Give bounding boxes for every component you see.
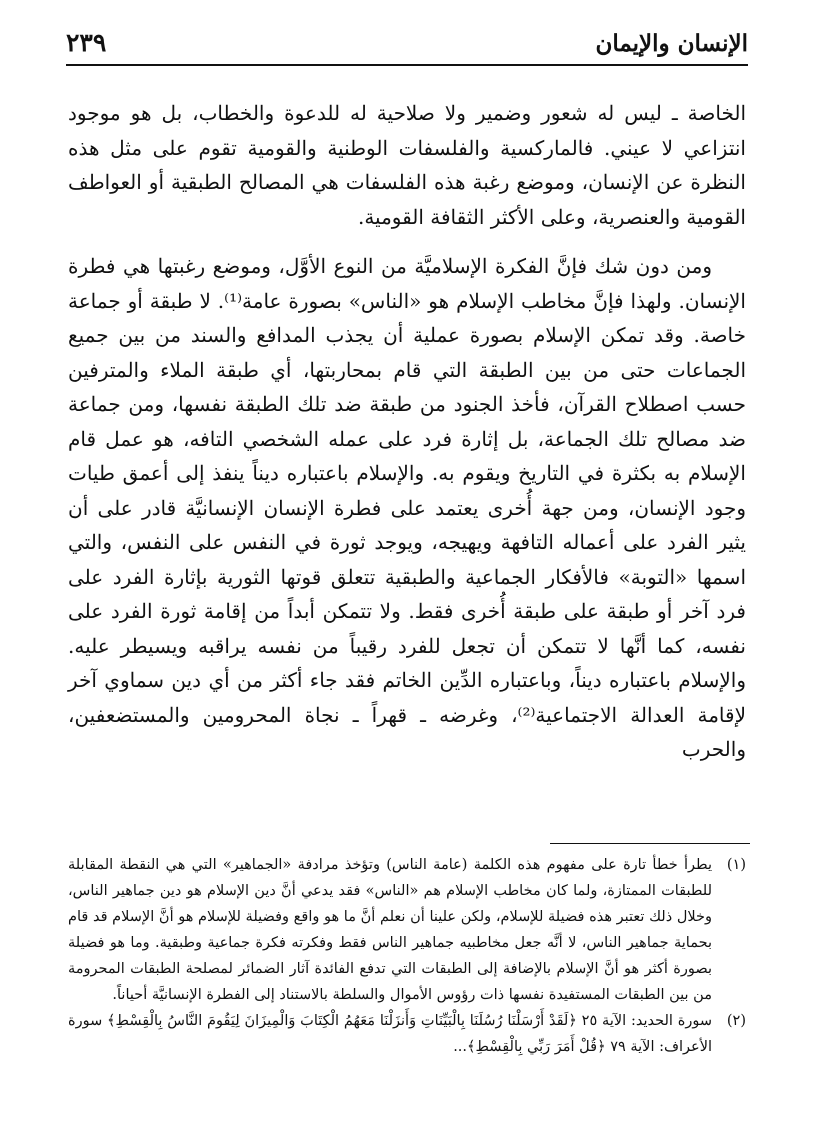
- running-title: الإنسان والإيمان: [595, 30, 748, 57]
- footnote-number: (٢): [726, 1013, 746, 1029]
- footnote: [68, 852, 746, 1008]
- header-rule: [66, 64, 748, 66]
- footnotes: [68, 852, 746, 1060]
- footnote: [68, 1008, 746, 1060]
- footnote-separator: [550, 843, 750, 844]
- paragraph: الخاصة ـ ليس له شعور وضمير ولا صلاحية له للدعوة والخطاب، بل هو موجود انتزاعي لا عيني. فالماركسية والفلسفات الوطنية والقومية تقوم على مثل هذه النظرة عن الإنسان، وموضع رغبة هذه الفلسفات هي المصالح الطبقية أو العواطف القومية والعنصرية، وعلى الأكثر الثقافة القومية.: [68, 101, 746, 229]
- paragraph: ومن دون شك فإنَّ الفكرة الإسلاميَّة من النوع الأوَّل، وموضع رغبتها هي فطرة الإنسان. ولهذا فإنَّ مخاطب الإسلام هو «الناس» بصورة عامة⁽¹⁾. لا طبقة أو جماعة خاصة. وقد تمكن الإسلام بصورة عملية أن يجذب المدافع والسند من بين جميع الجماعات حتى من بين الطبقة التي قام بمحاربتها، أي طبقة الملاء والمترفين حسب اصطلاح القرآن، فأخذ الجنود من طبقة ضد تلك الطبقة نفسها، ومن جماعة ضد مصالح تلك الجماعة، بل إثارة فرد على عمله الشخصي التافه، هو عمل قام الإسلام به بكثرة في التاريخ ويقوم به. والإسلام باعتباره ديناً ينفذ إلى أعمق طيات وجود الإنسان، ومن جهة أُخرى يعتمد على فطرة الإنسان الإنسانيَّة قادر على أن يثير الفرد على أعماله التافهة ويهيجه، ويوجد ثورة في النفس على النفس، والتي اسمها «التوبة» فالأفكار الجماعية والطبقية تتعلق قوتها الثورية بإثارة الفرد على فرد آخر أو طبقة على طبقة أُخرى فقط. ولا تتمكن أبداً من إقامة ثورة الفرد على نفسه، كما أنَّها لا تتمكن أن تجعل للفرد رقيباً من نفسه يراقبه ويسيطر عليه. والإسلام باعتباره ديناً، وباعتباره الدِّين الخاتم فقد جاء أكثر من أي دين سماوي آخر لإقامة العدالة الاجتماعية⁽²⁾، وغرضه ـ قهراً ـ نجاة المحرومين والمستضعفين، والحرب: [68, 254, 746, 761]
- running-header: [66, 28, 748, 64]
- main-text: [68, 96, 746, 767]
- footnote-text: سورة الحديد: الآية ٢٥ ﴿لَقَدْ أَرْسَلْنَا رُسُلَنَا بِالْبَيِّنَاتِ وَأَنزَلْنَا مَعَهُمُ الْكِتَابَ وَالْمِيزَانَ لِيَقُومَ النَّاسُ بِالْقِسْطِ﴾ سورة الأعراف: الآية ٧٩ ﴿قُلْ أَمَرَ رَبِّي بِالْقِسْطِ﴾...: [68, 1013, 712, 1055]
- footnote-text: يطرأ خطأ تارة على مفهوم هذه الكلمة (عامة الناس) وتؤخذ مرادفة «الجماهير» التي هي النقطة المقابلة للطبقات الممتازة، ولما كان مخاطب الإسلام هم «الناس» فقد يدعي أنَّ دين الإسلام هو دين جماهير الناس، وخلال ذلك تعتبر هذه فضيلة للإسلام، ولكن علينا أن نعلم أنَّ ما هو واقع وفضيلة للإسلام هو أنَّ الإسلام قد قام بحماية جماهير الناس، لا أنَّه جعل مخاطبيه جماهير الناس فقط وفكرته فكرة جماعية وطبقية. وما هو فضيلة بصورة أكثر هو أنَّ الإسلام بالإضافة إلى الطبقات التي تدفع الفائدة آثار الضمائر لمصلحة الطبقات المحرومة من بين الطبقات المستفيدة نفسها ذات رؤوس الأموال والسلطة بالاستناد إلى الفطرة الإنسانيَّة أحياناً.: [68, 857, 712, 1003]
- page-number: ٢٣٩: [66, 28, 107, 57]
- footnote-number: (١): [726, 857, 746, 873]
